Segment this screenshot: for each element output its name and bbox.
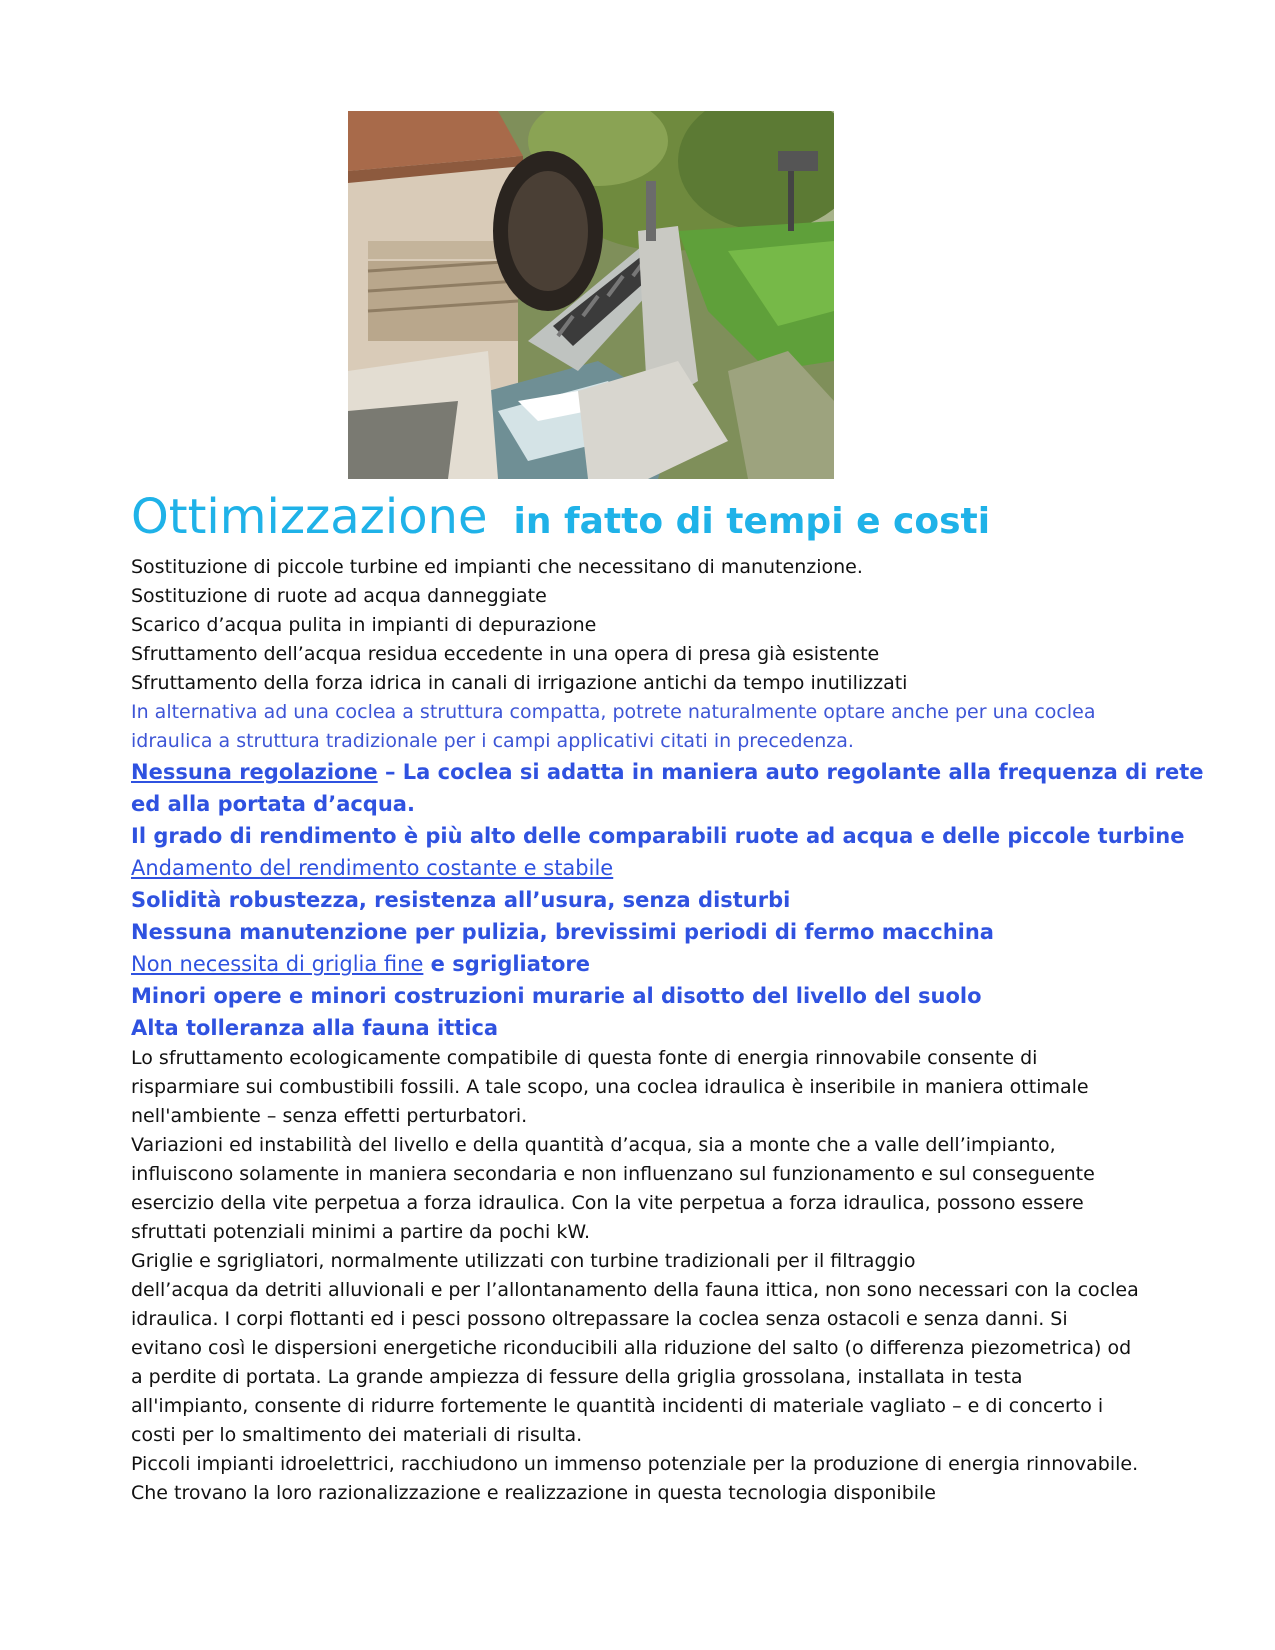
body-line: esercizio della vite perpetua a forza idraulica. Con la vite perpetua a forza idraulica, possono essere [131,1192,1084,1214]
benefit-solidita: Solidità robustezza, resistenza all’usura, senza disturbi [131,888,791,912]
list-item: Scarico d’acqua pulita in impianti di depurazione [131,614,597,636]
body-line: Variazioni ed instabilità del livello e della quantità d’acqua, sia a monte che a valle dell’impianto, [131,1134,1056,1156]
document-body [131,488,1204,1508]
list-item: Sfruttamento della forza idrica in canali di irrigazione antichi da tempo inutilizzati [131,672,908,694]
body-line: all'impianto, consente di ridurre fortemente le quantità incidenti di materiale vagliato – e di concerto i [131,1395,1104,1417]
title-subtitle: in fatto di tempi e costi [513,501,991,542]
benefit-link-andamento[interactable]: Andamento del rendimento costante e stabile [131,856,614,880]
benefit-link-regolazione[interactable]: Nessuna regolazione [131,760,378,784]
body-line: Che trovano la loro razionalizzazione e realizzazione in questa tecnologia disponibile [131,1482,936,1504]
body-line: Lo sfruttamento ecologicamente compatibile di questa fonte di energia rinnovabile consente di [131,1047,1038,1069]
body-line: risparmiare sui combustibili fossili. A tale scopo, una coclea idraulica è inseribile in maniera ottimale [131,1076,1089,1098]
benefit-griglia [131,948,1171,980]
list-item: Sostituzione di piccole turbine ed impianti che necessitano di manutenzione. [131,556,863,578]
hydro-screw-photo [348,111,834,479]
benefit-regolazione [131,756,1204,788]
benefit-text-line: ed alla portata d’acqua. [131,792,415,816]
body-line: Griglie e sgrigliatori, normalmente utilizzati con turbine tradizionali per il filtraggio [131,1250,916,1272]
body-line: influiscono solamente in maniera secondaria e non influenzano sul funzionamento e sul conseguente [131,1163,1095,1185]
benefit-text: – La coclea si adatta in maniera auto regolante alla frequenza di rete [377,760,1204,784]
intro-line: In alternativa ad una coclea a struttura compatta, potrete naturalmente optare anche per una coclea [131,701,1096,723]
body-line: idraulica. I corpi flottanti ed i pesci possono oltrepassare la coclea senza ostacoli e senza danni. Si [131,1308,1068,1330]
body-line: nell'ambiente – senza effetti perturbatori. [131,1105,528,1127]
body-line: Piccoli impianti idroelettrici, racchiudono un immenso potenziale per la produzione di energia rinnovabile. [131,1453,1139,1475]
list-item: Sostituzione di ruote ad acqua danneggiate [131,585,547,607]
benefit-fauna: Alta tolleranza alla fauna ittica [131,1016,499,1040]
benefit-rendimento: Il grado di rendimento è più alto delle comparabili ruote ad acqua e delle piccole turbine [131,824,1185,848]
body-line: costi per lo smaltimento dei materiali di risulta. [131,1424,583,1446]
intro-line: idraulica a struttura tradizionale per i campi applicativi citati in precedenza. [131,730,854,752]
benefit-link-griglia[interactable]: Non necessita di griglia fine [131,952,424,976]
page-title [131,488,1171,551]
benefit-manutenzione: Nessuna manutenzione per pulizia, brevissimi periodi di fermo macchina [131,920,994,944]
benefit-text: e sgrigliatore [423,952,590,976]
list-item: Sfruttamento dell’acqua residua eccedente in una opera di presa già esistente [131,643,880,665]
body-line: a perdite di portata. La grande ampiezza di fessure della griglia grossolana, installata in testa [131,1366,1023,1388]
benefit-opere: Minori opere e minori costruzioni murarie al disotto del livello del suolo [131,984,982,1008]
body-line: evitano così le dispersioni energetiche riconducibili alla riduzione del salto (o differenza piezometrica) od [131,1337,1132,1359]
body-line: sfruttati potenziali minimi a partire da pochi kW. [131,1221,590,1243]
body-line: dell’acqua da detriti alluvionali e per l’allontanamento della fauna ittica, non sono necessari con la coclea [131,1279,1139,1301]
title-main: Ottimizzazione [131,489,488,545]
benefit-andamento [131,852,1171,884]
